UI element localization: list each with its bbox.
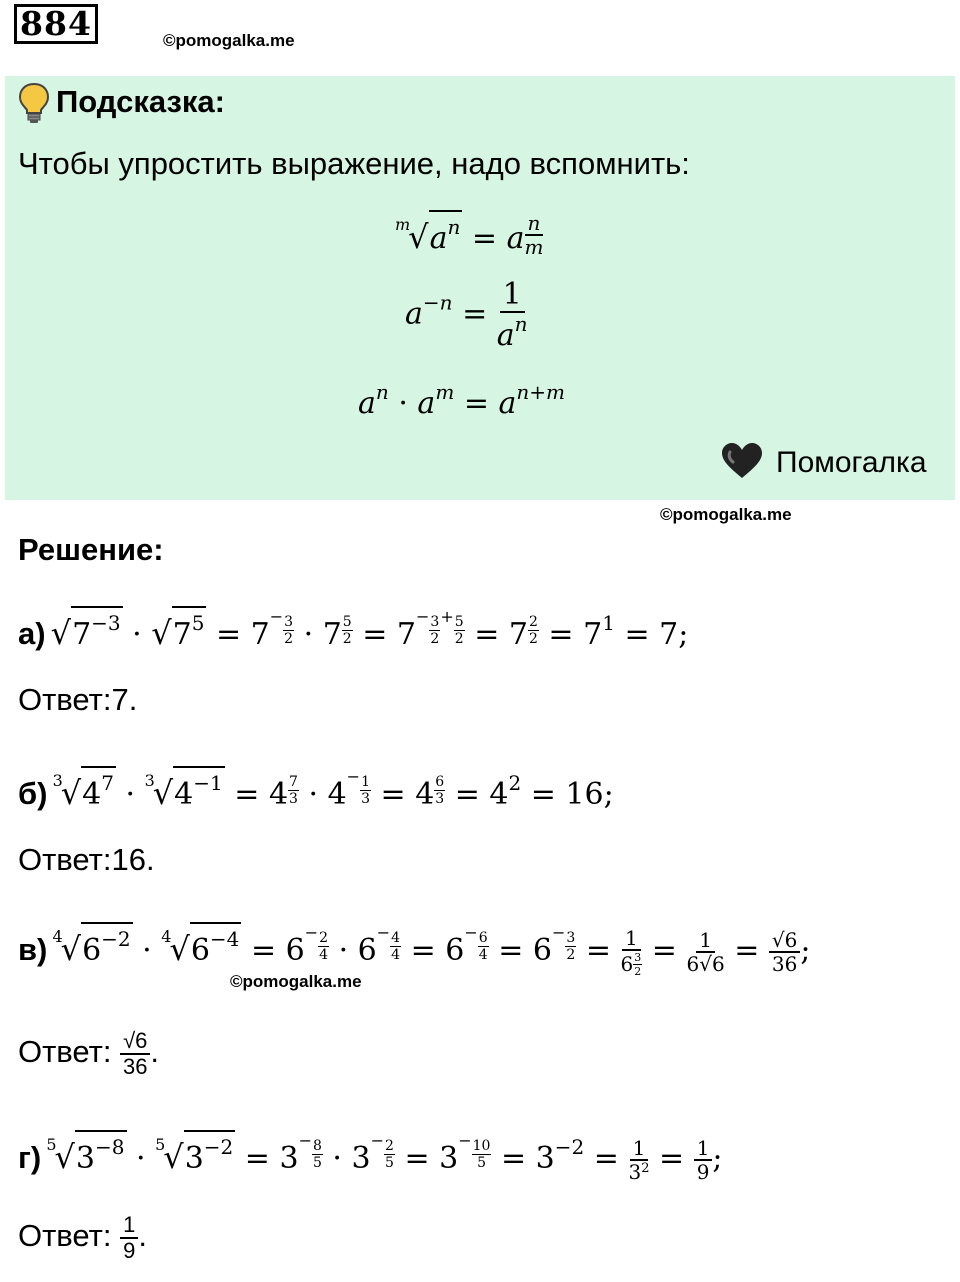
brand-name: Помогалка (776, 446, 927, 479)
watermark-top: ©pomogalka.me (163, 31, 295, 50)
answer-g: Ответ: $\frac{1}{9}$ . (18, 1212, 147, 1263)
solution-title: Решение: (18, 532, 164, 567)
solution-a-expression: $√7^{-3} \cdot √7^5 = 7^-$ $\frac{3}{2}$ · 7 $\frac{5}{2}$ = 7− $\frac{3}{2}$ + $\frac{5}{2}$ = 7 $\frac{2}{2}$ = $7^1 = 7$; (50, 607, 689, 652)
formula-negative-exponent: $a^{-n}$ = $\frac{1}{a^n}$ (405, 277, 528, 353)
solution-g: г) $^5√3^{-8} \cdot ^5√3^{-2} = 3^-$ $\frac{8}{5}$ · 3− $\frac{2}{5}$ = 3− $\frac{10}{5}$ = $3^{-2}$ = $\frac{1}{3^2}$ = $\frac{1}{9}$ ; (18, 1131, 723, 1184)
solution-v: в) $^4√6^{-2} \cdot ^4√6^{-4} = 6^-$ $\frac{2}{4}$ · 6− $\frac{4}{4}$ = 6− $\frac{6}{4}$ = 6− $\frac{3}{2}$ = 1 6 $\frac{3}{2}$ = $\frac{1}{6√6}$ = $\frac{√6}{36}$ ; (18, 923, 811, 978)
solution-g-expression: $^5√3^{-8} \cdot ^5√3^{-2} = 3^-$ $\frac{8}{5}$ · 3− $\frac{2}{5}$ = 3− $\frac{10}{5}$ = $3^{-2}$ = $\frac{1}{3^2}$ = $\frac{1}{9}$ ; (46, 1131, 723, 1184)
problem-number: 884 (14, 4, 98, 44)
solution-v-expression: $^4√6^{-2} \cdot ^4√6^{-4} = 6^-$ $\frac{2}{4}$ · 6− $\frac{4}{4}$ = 6− $\frac{6}{4}$ = 6− $\frac{3}{2}$ = 1 6 $\frac{3}{2}$ = $\frac{1}{6√6}$ = $\frac{√6}{36}$ ; (52, 923, 811, 978)
answer-v: Ответ: $\frac{√6}{36}$ . (18, 1028, 160, 1079)
formula-product-of-powers: $a^n \cdot a^m = a^{n+m}$ (358, 380, 566, 421)
hint-title: Подсказка: (56, 84, 225, 119)
solution-b-expression: $^3√4^7 \cdot ^3√4^{-1} = 4$ $\frac{7}{3}$ · 4− $\frac{1}{3}$ = 4 $\frac{6}{3}$ = $4^2 = 16$; (52, 767, 614, 812)
answer-b: Ответ:16. (18, 842, 155, 877)
answer-a: Ответ:7. (18, 682, 138, 717)
formula-root-to-power: $^m√a^n = a$ $\frac{n}{m}$ (395, 211, 544, 259)
solution-a: а) $√7^{-3} \cdot √7^5 = 7^-$ $\frac{3}{2}$ · 7 $\frac{5}{2}$ = 7− $\frac{3}{2}$ + $\frac{5}{2}$ = 7 $\frac{2}{2}$ = $7^1 = 7$; (18, 607, 689, 652)
watermark-middle: ©pomogalka.me (660, 505, 792, 524)
solution-b: б) $^3√4^7 \cdot ^3√4^{-1} = 4$ $\frac{7}{3}$ · 4− $\frac{1}{3}$ = 4 $\frac{6}{3}$ = $4^2 = 16$; (18, 767, 614, 812)
watermark-bottom: ©pomogalka.me (230, 972, 362, 991)
hint-text: Чтобы упростить выражение, надо вспомнить: (18, 146, 690, 181)
lightbulb-icon (18, 82, 50, 124)
heart-icon (720, 442, 764, 480)
